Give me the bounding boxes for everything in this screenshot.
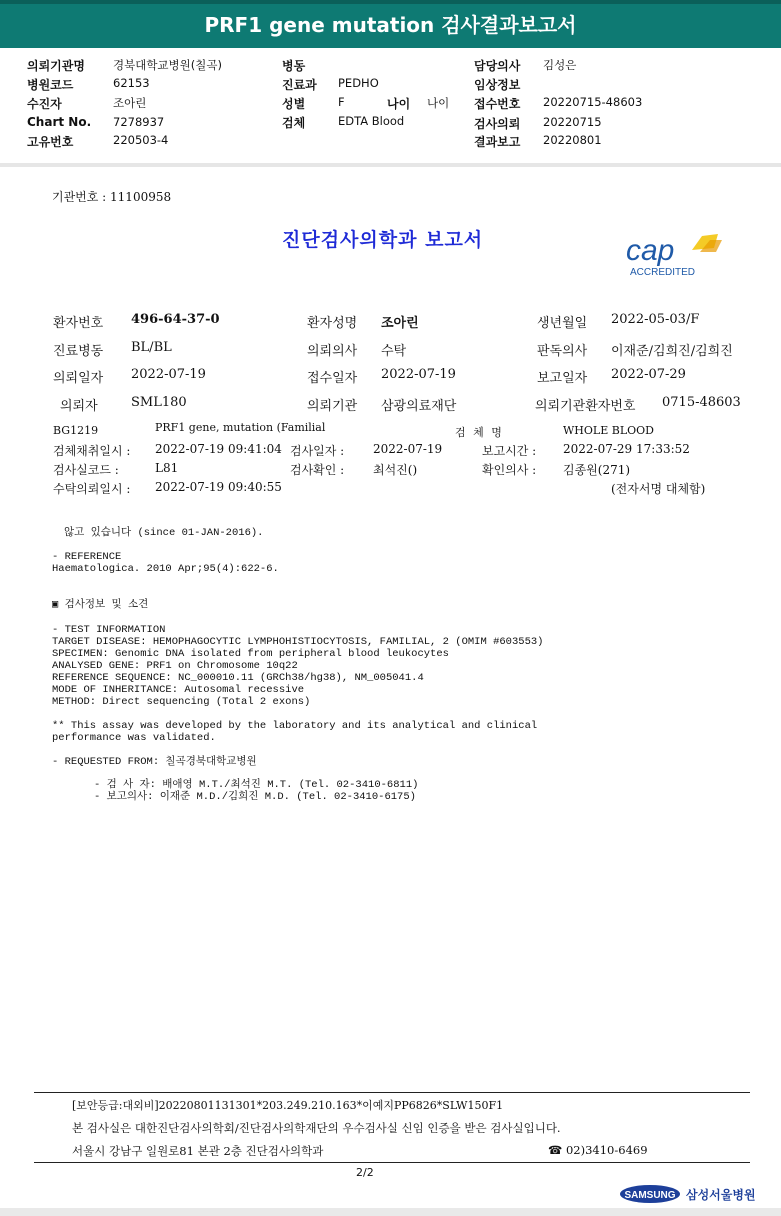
body-line: performance was validated. bbox=[52, 732, 216, 744]
meta-label: 검체채취일시 : bbox=[53, 444, 131, 458]
body-line: REFERENCE SEQUENCE: NC_000010.11 (GRCh38/hg38), NM_005041.4 bbox=[52, 672, 424, 684]
header-label: 수진자 bbox=[27, 97, 62, 111]
field-label: 의뢰기관 bbox=[307, 399, 358, 414]
certification-line: 본 검사실은 대한진단검사의학회/진단검사의학재단의 우수검사실 신임 인증을 받은 검사실입니다. bbox=[72, 1121, 561, 1135]
field-value: 이재준/김희진/김희진 bbox=[611, 344, 733, 359]
body-line: 않고 있습니다 (since 01-JAN-2016). bbox=[64, 527, 264, 539]
report-heading: 진단검사의학과 보고서 bbox=[282, 229, 484, 251]
specimen-label: 검 체 명 bbox=[455, 426, 504, 439]
field-value: 수탁 bbox=[381, 344, 407, 359]
meta-label: 검사일자 : bbox=[290, 444, 345, 458]
header-value: 7278937 bbox=[113, 115, 165, 129]
meta-label: 보고시간 : bbox=[482, 444, 537, 458]
header-divider bbox=[0, 163, 781, 167]
header-label: 임상정보 bbox=[474, 78, 521, 92]
birth-date: 2022-05-03/F bbox=[611, 312, 700, 327]
body-line: Haematologica. 2010 Apr;95(4):622-6. bbox=[52, 563, 279, 575]
cap-accredited-logo bbox=[622, 228, 732, 280]
meta-value: 2022-07-19 bbox=[373, 442, 443, 456]
meta-value: L81 bbox=[155, 461, 179, 475]
body-line: - REFERENCE bbox=[52, 551, 122, 563]
body-line: SPECIMEN: Genomic DNA isolated from peripheral blood leukocytes bbox=[52, 648, 449, 660]
footer-divider-bottom bbox=[34, 1162, 750, 1163]
section-heading: ▣ 검사정보 및 소견 bbox=[52, 599, 149, 611]
header-value: EDTA Blood bbox=[338, 114, 405, 128]
header-label: 의뢰기관명 bbox=[27, 59, 85, 73]
cap-accredited-text: ACCREDITED bbox=[630, 267, 696, 278]
header-label: 결과보고 bbox=[474, 135, 521, 149]
body-line: - 검 사 자: 배애영 M.T./최석진 M.T. (Tel. 02-3410-6811) bbox=[94, 779, 419, 791]
field-label: 접수일자 bbox=[307, 371, 358, 386]
header-value: 62153 bbox=[113, 76, 150, 90]
security-line: [보안등급:대외비]20220801131301*203.249.210.163*이예지PP6826*SLW150F1 bbox=[72, 1099, 504, 1112]
body-line: MODE OF INHERITANCE: Autosomal recessive bbox=[52, 684, 305, 696]
header-label: 병원코드 bbox=[27, 78, 74, 92]
field-label: 의뢰의사 bbox=[307, 344, 358, 359]
institution-number: 기관번호 : 11100958 bbox=[52, 190, 172, 204]
patient-number: 496-64-37-0 bbox=[131, 312, 220, 327]
field-label: 환자성명 bbox=[307, 316, 358, 331]
patient-name: 조아린 bbox=[381, 316, 419, 331]
meta-label: 확인의사 : bbox=[482, 463, 537, 477]
samsung-text: SAMSUNG bbox=[624, 1190, 676, 1201]
field-value: BL/BL bbox=[131, 340, 172, 355]
test-code: BG1219 bbox=[53, 424, 99, 437]
body-line: TARGET DISEASE: HEMOPHAGOCYTIC LYMPHOHISTIOCYTOSIS, FAMILIAL, 2 (OMIM #603553) bbox=[52, 636, 544, 648]
header-value: 20220715-48603 bbox=[543, 95, 643, 109]
header-label: 진료과 bbox=[282, 78, 317, 92]
header-label: Chart No. bbox=[27, 115, 92, 129]
body-line: METHOD: Direct sequencing (Total 2 exons) bbox=[52, 696, 311, 708]
body-line: - 보고의사: 이재준 M.D./김희진 M.D. (Tel. 02-3410-6175) bbox=[94, 791, 416, 803]
hospital-name: 삼성서울병원 bbox=[686, 1188, 756, 1202]
field-value: 0715-48603 bbox=[662, 395, 741, 410]
field-label: 생년월일 bbox=[537, 316, 588, 331]
meta-value: 최석진() bbox=[373, 463, 418, 477]
header-value: 경북대학교병원(칠곡) bbox=[113, 58, 222, 72]
meta-value: 2022-07-29 17:33:52 bbox=[563, 442, 690, 456]
body-line: - REQUESTED FROM: 칠곡경북대학교병원 bbox=[52, 756, 257, 768]
meta-value: 2022-07-19 09:41:04 bbox=[155, 442, 282, 456]
samsung-hospital-logo bbox=[620, 1183, 760, 1209]
field-label: 의뢰일자 bbox=[53, 371, 104, 386]
field-label: 의뢰기관환자번호 bbox=[535, 399, 636, 414]
field-value: 삼광의료재단 bbox=[381, 399, 457, 414]
header-value: 20220801 bbox=[543, 133, 602, 147]
header-value: PEDHO bbox=[338, 76, 379, 90]
specimen-value: WHOLE BLOOD bbox=[563, 424, 654, 437]
phone-number: ☎ 02)3410-6469 bbox=[548, 1143, 648, 1157]
header-label: 병동 bbox=[282, 59, 306, 73]
address-line: 서울시 강남구 일원로81 본관 2층 진단검사의학과 bbox=[72, 1144, 324, 1158]
body-line: - TEST INFORMATION bbox=[52, 624, 166, 636]
bottom-strip bbox=[0, 1208, 781, 1216]
field-label: 진료병동 bbox=[53, 344, 104, 359]
header-label: 고유번호 bbox=[27, 135, 74, 149]
meta-value: 2022-07-19 09:40:55 bbox=[155, 480, 282, 494]
field-value: SML180 bbox=[131, 395, 187, 410]
cap-text: cap bbox=[626, 234, 675, 267]
page-number: 2/2 bbox=[356, 1166, 374, 1179]
body-line: ** This assay was developed by the laboratory and its analytical and clinical bbox=[52, 720, 538, 732]
report-title: PRF1 gene mutation 검사결과보고서 bbox=[0, 0, 781, 48]
footer-divider bbox=[34, 1092, 750, 1093]
age-label: 나이 bbox=[387, 97, 411, 111]
header-label: 검사의뢰 bbox=[474, 117, 521, 131]
body-line: ANALYSED GENE: PRF1 on Chromosome 10q22 bbox=[52, 660, 298, 672]
field-value: 2022-07-29 bbox=[611, 367, 686, 382]
header-value: 조아린 bbox=[113, 96, 147, 110]
field-label: 판독의사 bbox=[537, 344, 588, 359]
meta-label: 검사실코드 : bbox=[53, 463, 119, 477]
field-label: 의뢰자 bbox=[60, 399, 98, 414]
field-label: 보고일자 bbox=[537, 371, 588, 386]
meta-value: 김종원(271) bbox=[563, 463, 631, 477]
meta-label: 수탁의뢰일시 : bbox=[53, 482, 131, 496]
header-value: F bbox=[338, 95, 345, 109]
field-value: 2022-07-19 bbox=[381, 367, 456, 382]
header-value: 220503-4 bbox=[113, 133, 169, 147]
field-label: 환자번호 bbox=[53, 316, 104, 331]
header-value: 김성은 bbox=[543, 58, 577, 72]
header-label: 담당의사 bbox=[474, 59, 521, 73]
field-value: 2022-07-19 bbox=[131, 367, 206, 382]
meta-label: 검사확인 : bbox=[290, 463, 345, 477]
header-label: 성별 bbox=[282, 97, 306, 111]
age-value: 나이 bbox=[427, 96, 450, 110]
signature-note: (전자서명 대체함) bbox=[611, 482, 706, 496]
header-label: 접수번호 bbox=[474, 97, 521, 111]
header-value: 20220715 bbox=[543, 115, 602, 129]
test-name: PRF1 gene, mutation (Familial bbox=[155, 421, 326, 434]
header-label: 검체 bbox=[282, 116, 306, 130]
